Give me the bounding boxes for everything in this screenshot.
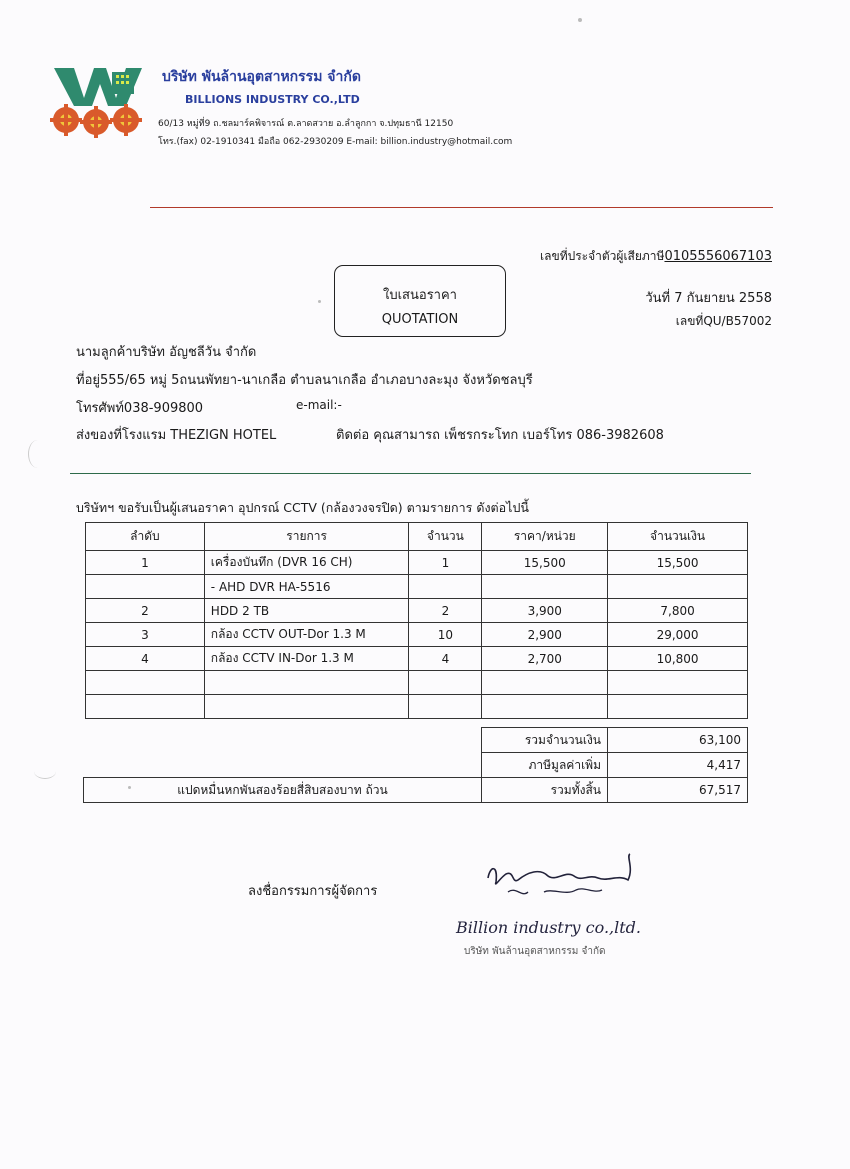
scan-hole-mark [34,764,56,779]
cell-qty [409,695,482,719]
table-row [86,599,748,623]
total-row [84,778,748,803]
company-address: 60/13 หมู่ที่9 ถ.ชลมาร์คพิจารณ์ ต.ลาดสวาย อ.ลำลูกกา จ.ปทุมธานี 12150 [158,119,454,129]
company-name-thai: บริษัท พันล้านอุตสาหกรรม จำกัด [162,69,361,85]
subtotal-value: 63,100 [608,728,748,753]
table-header-row [86,523,748,551]
cell-unit-price [482,575,608,599]
cell-item: HDD 2 TB [204,599,409,623]
quotation-number: เลขที่QU/B57002 [675,314,772,328]
cell-unit-price: 2,900 [482,623,608,647]
totals-table [83,727,748,803]
customer-phone: โทรศัพท์038-909800 [76,401,204,416]
header-item: รายการ [204,523,409,551]
table-row [86,623,748,647]
cell-item: กล้อง CCTV IN-Dor 1.3 M [204,647,409,671]
cell-amount [608,671,748,695]
header-divider [150,207,773,208]
cell-qty: 2 [409,599,482,623]
scan-speck [578,18,582,22]
ship-to: ส่งของที่โรงแรม THEZIGN HOTEL [76,428,277,443]
section-divider [70,473,751,474]
vat-label: ภาษีมูลค่าเพิ่ม [482,753,608,778]
cell-no [86,695,205,719]
blank-cell [84,753,482,778]
cell-no: 3 [86,623,205,647]
cell-amount: 10,800 [608,647,748,671]
scan-speck [128,786,131,789]
cell-item: เครื่องบันทึก (DVR 16 CH) [204,551,409,575]
cell-unit-price [482,671,608,695]
cell-amount [608,575,748,599]
cell-amount: 7,800 [608,599,748,623]
stamp-thai: บริษัท พันล้านอุตสาหกรรม จำกัด [464,946,606,957]
subtotal-label: รวมจำนวนเงิน [482,728,608,753]
document-date: วันที่ 7 กันยายน 2558 [645,291,772,306]
customer-name: นามลูกค้าบริษัท อัญชลีวัน จำกัด [76,345,257,360]
cell-unit-price: 15,500 [482,551,608,575]
customer-email: e-mail:- [296,398,342,412]
header-unit-price: ราคา/หน่วย [482,523,608,551]
scan-hole-mark [28,440,47,468]
cell-unit-price [482,695,608,719]
tax-id [540,247,772,266]
company-name-english: BILLIONS INDUSTRY CO.,LTD [185,93,360,106]
cell-qty: 1 [409,551,482,575]
signature-label: ลงชื่อกรรมการผู้จัดการ [248,884,378,899]
customer-address: ที่อยู่555/65 หมู่ 5ถนนพัทยา-นาเกลือ ตำบลนาเกลือ อำเภอบางละมุง จังหวัดชลบุรี [76,373,533,388]
scan-speck [318,300,321,303]
title-english: QUOTATION [381,312,459,327]
cell-amount [608,695,748,719]
subtotal-row [84,728,748,753]
total-in-words: แปดหมื่นหกพันสองร้อยสี่สิบสองบาท ถ้วน [84,778,482,803]
table-row [86,551,748,575]
cell-unit-price: 3,900 [482,599,608,623]
cell-qty [409,671,482,695]
blank-cell [84,728,482,753]
cell-qty: 10 [409,623,482,647]
table-row [86,671,748,695]
header-qty: จำนวน [409,523,482,551]
total-label: รวมทั้งสิ้น [482,778,608,803]
vat-value: 4,417 [608,753,748,778]
cell-item: - AHD DVR HA-5516 [204,575,409,599]
cell-no [86,575,205,599]
table-row [86,695,748,719]
company-contact: โทร.(fax) 02-1910341 มือถือ 062-2930209 E-mail: billion.industry@hotmail.com [158,137,513,147]
tax-id-label: เลขที่ประจำตัวผู้เสียภาษี [540,249,665,263]
cell-amount: 29,000 [608,623,748,647]
cell-no: 4 [86,647,205,671]
cell-amount: 15,500 [608,551,748,575]
signature-stamp [448,848,668,968]
quotation-intro: บริษัทฯ ขอรับเป็นผู้เสนอราคา อุปกรณ์ CCTV (กล้องวงจรปิด) ตามรายการ ดังต่อไปนี้ [76,500,529,515]
total-value: 67,517 [608,778,748,803]
cell-qty: 4 [409,647,482,671]
cell-item [204,671,409,695]
header-no: ลำดับ [86,523,205,551]
title-thai: ใบเสนอราคา [383,288,457,303]
document-title-box [334,265,506,337]
stamp-english: Billion industry co.,ltd. [456,918,641,937]
cell-no: 1 [86,551,205,575]
cell-unit-price: 2,700 [482,647,608,671]
company-logo [48,64,148,140]
tax-id-number: 0105556067103 [664,249,772,264]
table-row [86,575,748,599]
items-table [85,522,748,719]
customer-contact: ติดต่อ คุณสามารถ เพ็ชรกระโทก เบอร์โทร 086-3982608 [336,428,664,443]
vat-row [84,753,748,778]
header-amount: จำนวนเงิน [608,523,748,551]
cell-item: กล้อง CCTV OUT-Dor 1.3 M [204,623,409,647]
cell-no: 2 [86,599,205,623]
table-row [86,647,748,671]
cell-no [86,671,205,695]
cell-qty [409,575,482,599]
cell-item [204,695,409,719]
